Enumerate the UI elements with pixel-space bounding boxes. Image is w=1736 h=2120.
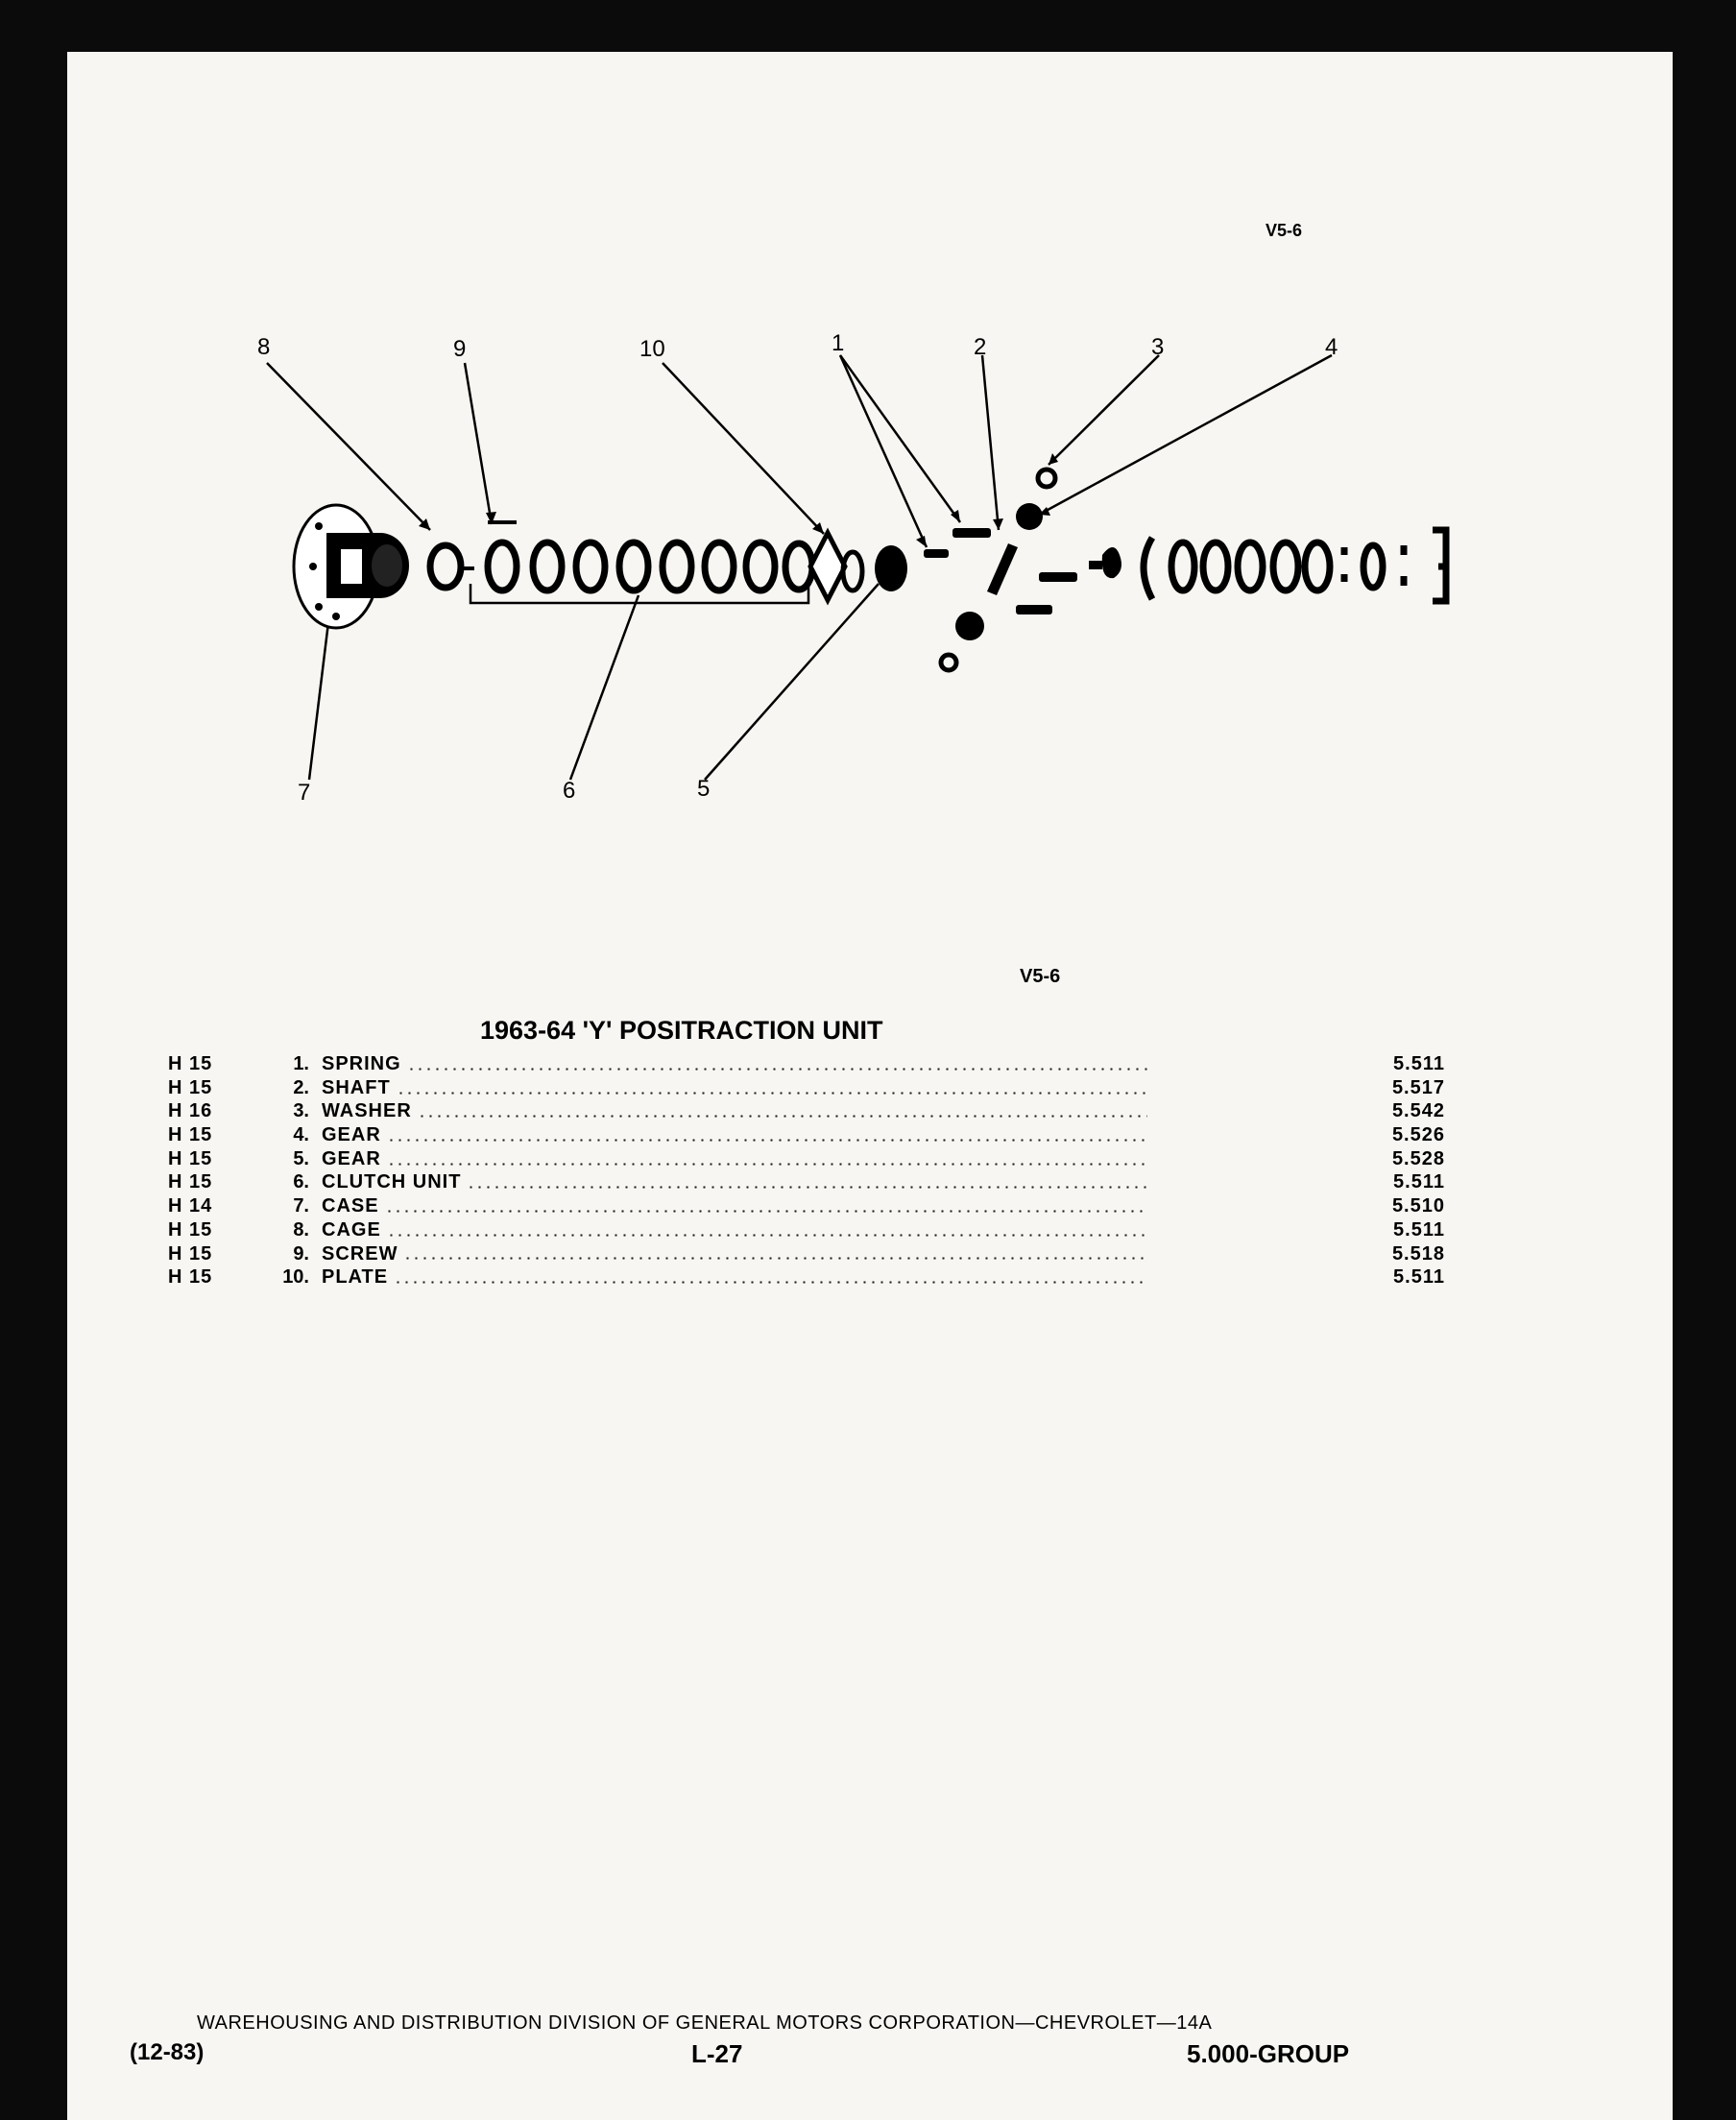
part-code: 5.511 (1393, 1266, 1445, 1289)
part-group: H 14 (168, 1195, 213, 1217)
part-group: H 15 (168, 1076, 213, 1098)
callout-8: 8 (257, 334, 271, 360)
part-code: 5.517 (1391, 1076, 1445, 1098)
part-row (168, 1052, 1445, 1076)
part-code: 5.518 (1391, 1242, 1445, 1265)
callout-7: 7 (298, 780, 311, 806)
part-group: H 15 (168, 1266, 213, 1289)
part-code: 5.528 (1391, 1147, 1445, 1169)
part-code: 5.511 (1393, 1053, 1445, 1074)
diagram-code: V5-6 (1266, 221, 1303, 240)
callout-6: 6 (563, 778, 576, 804)
part-row (168, 1242, 1445, 1266)
section-title: 1963-64 'Y' POSITRACTION UNIT (480, 1016, 883, 1045)
leader-dots (394, 1281, 1147, 1284)
callout-3: 3 (1151, 334, 1165, 360)
footer-group: 5.000-GROUP (1187, 2039, 1350, 2068)
part-name: CAGE (322, 1218, 381, 1241)
leader-dots (387, 1234, 1147, 1237)
part-number: 10. (282, 1266, 309, 1289)
leader-dots (407, 1068, 1147, 1071)
part-name: SPRING (322, 1053, 401, 1074)
part-number: 4. (293, 1124, 309, 1146)
part-name: SCREW (322, 1242, 398, 1265)
part-group: H 15 (168, 1171, 213, 1193)
part-row (168, 1147, 1445, 1171)
part-row (168, 1170, 1445, 1194)
parts-list (168, 1052, 1445, 1289)
leader-dots (397, 1092, 1147, 1095)
part-number: 7. (293, 1195, 309, 1217)
leader-dots (385, 1210, 1147, 1213)
part-name: WASHER (322, 1100, 412, 1122)
part-name: CLUTCH UNIT (322, 1171, 462, 1193)
part-number: 2. (293, 1076, 309, 1098)
part-name: GEAR (322, 1124, 381, 1146)
part-row (168, 1218, 1445, 1242)
callout-2: 2 (974, 334, 987, 360)
part-name: GEAR (322, 1147, 381, 1169)
leader-dots (403, 1257, 1147, 1260)
part-group: H 15 (168, 1218, 213, 1241)
part-row (168, 1123, 1445, 1147)
leader-dots (467, 1186, 1147, 1189)
part-group: H 15 (168, 1124, 213, 1146)
callout-4: 4 (1325, 334, 1338, 360)
callout-10: 10 (639, 336, 665, 362)
footer-date: (12-83) (130, 2039, 205, 2065)
part-name: SHAFT (322, 1076, 391, 1098)
leader-dots (387, 1163, 1147, 1166)
footer-division: WAREHOUSING AND DISTRIBUTION DIVISION OF GENERAL MOTORS CORPORATION—CHEVROLET—14A (197, 2012, 1213, 2034)
part-row (168, 1099, 1445, 1123)
part-number: 3. (293, 1100, 309, 1122)
callout-9: 9 (453, 336, 467, 362)
part-group: H 15 (168, 1147, 213, 1169)
callout-5: 5 (697, 776, 711, 802)
section-code: V5-6 (1020, 966, 1061, 987)
leader-dots (418, 1115, 1147, 1118)
part-row (168, 1265, 1445, 1289)
part-code: 5.542 (1391, 1100, 1445, 1122)
part-group: H 15 (168, 1053, 213, 1074)
part-number: 9. (293, 1242, 309, 1265)
part-name: CASE (322, 1195, 379, 1217)
part-number: 1. (293, 1053, 309, 1074)
part-code: 5.526 (1391, 1124, 1445, 1146)
part-name: PLATE (322, 1266, 389, 1289)
part-number: 8. (293, 1218, 309, 1241)
part-code: 5.511 (1393, 1171, 1445, 1193)
leader-dots (387, 1139, 1147, 1142)
part-number: 6. (293, 1171, 309, 1193)
part-code: 5.510 (1391, 1195, 1445, 1217)
part-group: H 16 (168, 1100, 213, 1122)
part-code: 5.511 (1393, 1218, 1445, 1241)
part-row (168, 1194, 1445, 1218)
callout-1: 1 (832, 330, 845, 356)
part-number: 5. (293, 1147, 309, 1169)
part-row (168, 1076, 1445, 1100)
footer-page-number: L-27 (691, 2039, 743, 2068)
part-group: H 15 (168, 1242, 213, 1265)
